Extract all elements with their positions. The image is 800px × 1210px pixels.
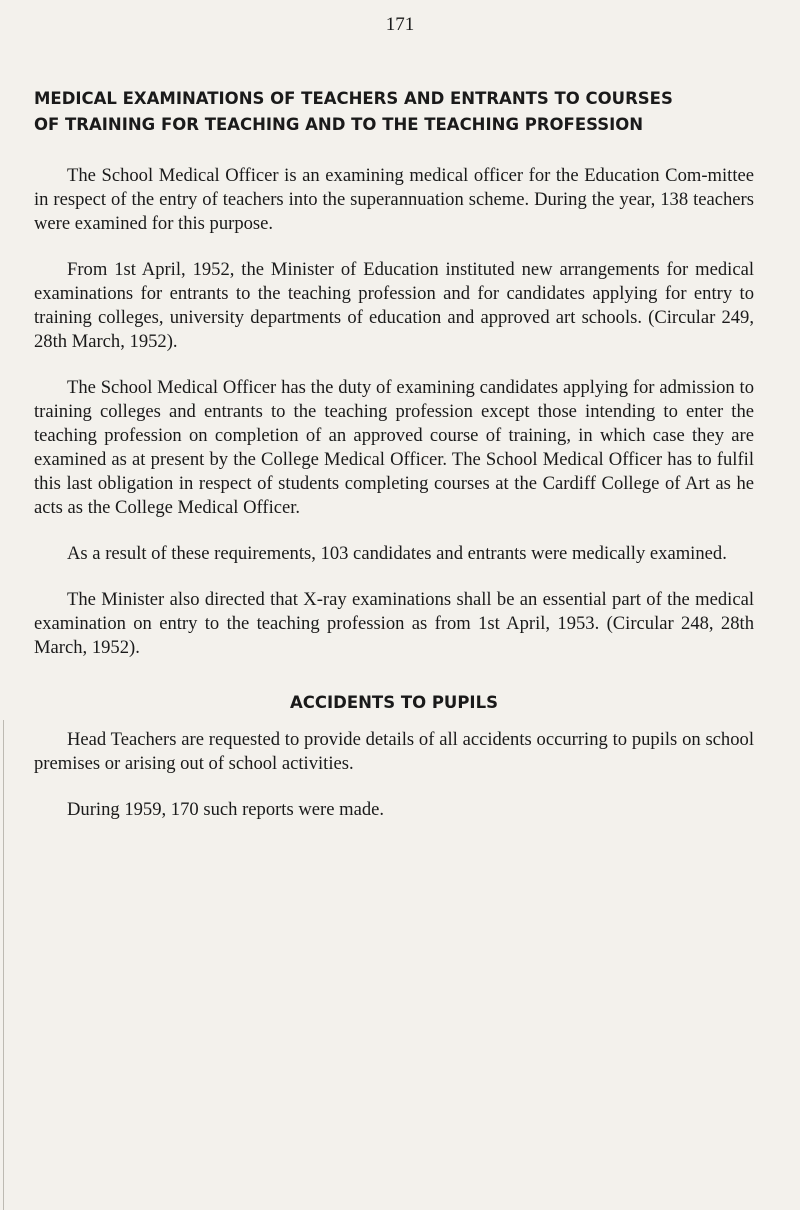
- page-content: [34, 86, 754, 844]
- paragraph: From 1st April, 1952, the Minister of Education instituted new arrangements for medical examinations for entrants to the teaching profession and for candidates applying for entry to training colleges, university departments of education and approved art schools. (Circular 249, 28th March, 1952).: [34, 259, 754, 352]
- paragraph: The School Medical Officer is an examining medical officer for the Education Com-mittee in respect of the entry of teachers into the superannuation scheme. During the year, 138 teachers were examined for this purpose.: [34, 165, 754, 234]
- paragraph: Head Teachers are requested to provide details of all accidents occurring to pupils on school premises or arising out of school activities.: [34, 729, 754, 774]
- heading-line-1: MEDICAL EXAMINATIONS OF TEACHERS AND ENTRANTS TO COURSES: [34, 89, 673, 108]
- scan-margin-line: [3, 720, 4, 1210]
- section-heading-medical-examinations: [34, 86, 754, 138]
- paragraph: The School Medical Officer has the duty of examining candidates applying for admission to training colleges and entrants to the teaching profession except those intending to enter the teaching profession on completion of an approved course of training, in which case they are examined as at present by the College Medical Officer. The School Medical Officer has to fulfil this last obligation in respect of students completing courses at the Cardiff College of Art as he acts as the College Medical Officer.: [34, 377, 754, 518]
- page-number: 171: [385, 14, 415, 35]
- heading-line-2: OF TRAINING FOR TEACHING AND TO THE TEACHING PROFESSION: [34, 115, 644, 134]
- section-heading-accidents: ACCIDENTS TO PUPILS: [290, 693, 498, 712]
- paragraph: During 1959, 170 such reports were made.: [67, 799, 385, 820]
- paragraph: As a result of these requirements, 103 candidates and entrants were medically examined.: [67, 543, 727, 564]
- paragraph: The Minister also directed that X-ray examinations shall be an essential part of the medical examination on entry to the teaching profession as from 1st April, 1953. (Circular 248, 28th March, 1952).: [34, 589, 754, 658]
